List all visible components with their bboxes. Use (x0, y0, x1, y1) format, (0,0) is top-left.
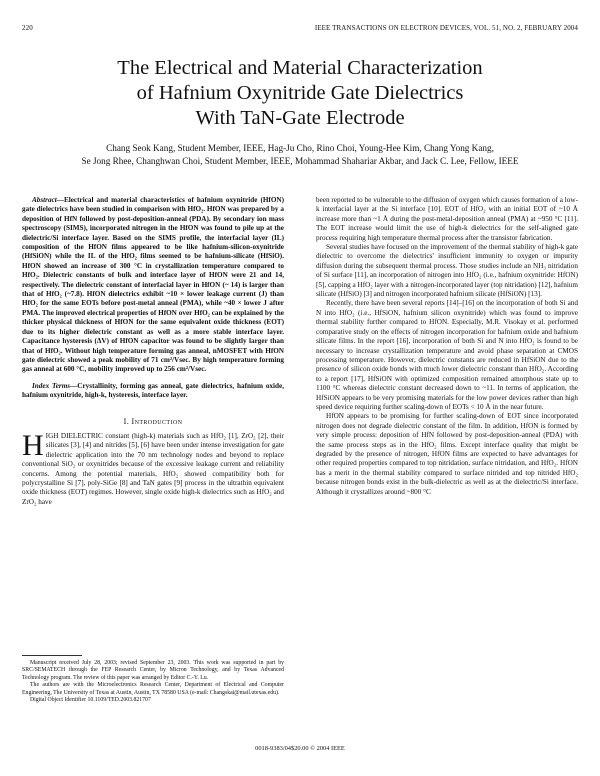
index-terms (22, 382, 284, 401)
authors-line-2: Se Jong Rhee, Changhwan Choi, Student Member, IEEE, Mohammad Shahariar Akbar, and Jack C. Lee, Fellow, IEEE (81, 155, 519, 166)
footnotes (22, 660, 284, 704)
left-column (22, 196, 284, 507)
authors-line-1: Chang Seok Kang, Student Member, IEEE, Hag-Ju Cho, Rino Choi, Young-Hee Kim, Chang Yong Kang, (106, 143, 494, 153)
body-paragraph-4: HfON appears to be promising for further scaling-down of EOT since incorporated nitrogen does not degrade dielectric constant of the film. In addition, HfON is formed by very simple process: deposition of HfN followed by post-deposition-anneal (PDA) with the same process steps as in the HfO₂ films. Except interface quality that might be degraded by the presence of nitrogen, HfON films are expected to have advantages for other required properties compared to top nitridation, surface nitridation, and HfO₂. HfON has a merit in the thermal stability compared to surface nitrided and top nitrided HfO₂ because nitrogen bonds exist in the bulk-dielectric as well as at the dielectric/Si interface. Although it crystallizes around ~800 °C (316, 412, 578, 496)
title-line-2: of Hafnium Oxynitride Gate Dielectrics (136, 82, 464, 104)
intro-paragraph (22, 428, 284, 507)
index-terms-text: Crystallinity, forming gas anneal, gate dielectrics, hafnium oxide, hafnium oxynitride, high-k, hysteresis, interface layer. (22, 381, 284, 400)
body-paragraph-2: Several studies have focused on the improvement of the thermal stability of high-k gate dielectric to overcome the dielectrics' insufficient immunity to oxygen or impurity diffusion during the subsequent thermal process. Those studies include an NH₃ nitridation of Si surface [11], an incorporation of nitrogen into HfO₂ (i.e., hafnium oxynitride: HfON) [5], capping a HfO₂ layer with a nitrogen-incorporated layer (top nitridation) [12], hafnium silicate (HfSiO) [3] and nitrogen incorporated hafnium silicate (HfSiON) [13]. (316, 243, 578, 299)
footnote-affiliation: The authors are with the Microelectronics Research Center, Department of Electrical and Computer Engineering, The University of Texas at Austin, Austin, TX 78580 USA (e-mail: Changskai@mail.utexas.edu). (22, 682, 284, 696)
section-heading-introduction: I. Introduction (123, 416, 183, 426)
journal-header: IEEE TRANSACTIONS ON ELECTRON DEVICES, VOL. 51, NO. 2, FEBRUARY 2004 (314, 24, 578, 32)
right-column (316, 196, 578, 497)
author-list (40, 142, 560, 167)
title-line-3: With TaN-Gate Electrode (195, 107, 405, 129)
title-line-1: The Electrical and Material Characterization (117, 57, 483, 79)
body-paragraph-1: been reported to be vulnerable to the diffusion of oxygen which causes formation of a low-k interfacial layer at the Si interface [10]. EOT of HfO₂ with an initial EOT of ~10 Å increase more than ~1 Å during the post-metal-deposition anneal (PMA) at ~950 °C [11]. The EOT increase would limit the use of high-k dielectrics for the self-aligned gate process requiring high temperature thermal process after the transistor fabrication. (316, 196, 578, 242)
running-header (22, 24, 578, 36)
paper-title (40, 56, 560, 131)
page-number: 220 (22, 24, 33, 32)
footnote-rule (22, 655, 82, 656)
footnote-manuscript: Manuscript received July 28, 2003; revised September 23, 2003. This work was supported in part by SRC/SEMATECH through the FEP Research Center, by Micron Technology, and by Texas Advanced Technology program. The review of this paper was arranged by Editor C.-Y. Lu. (22, 660, 284, 681)
intro-lead: IGH DIELECTRIC (45, 431, 103, 440)
index-terms-label: Index Terms— (32, 381, 78, 390)
abstract-text: Electrical and material characteristics of hafnium oxynitride (HfON) gate dielectrics have been studied in comparison with HfO₂. HfON was prepared by a deposition of HfN followed by post-deposition-anneal (PDA). By secondary ion mass spectroscopy (SIMS), incorporated nitrogen in the HfON was found to pile up at the dielectric/Si interface layer. Based on the SIMS profile, the interfacial layer (IL) composition of the HfON films appeared to be like hafnium-silicon-oxynitride (HfSiON) while the IL of the HfO₂ films seemed to be hafnium-silicate (HfSiO). HfON showed an increase of 300 °C in crystallization temperature compared to HfO₂. Dielectric constants of bulk and interface layer of HfON were 21 and 14, respectively. The dielectric constant of interfacial layer in HfON (~ 14) is larger than that of HfO₂ (~7.8). HfON dielectrics exhibit ~10 × lower leakage current (J) than HfO₂ for the same EOTs before post-metal anneal (PMA), while ~40 × lower J after PMA. The improved electrical properties of HfON over HfO₂ can be explained by the thicker physical thickness of HfON for the same equivalent oxide thickness (EOT) due to its higher dielectric constant as well as a more stable interface layer. Capacitance hysteresis (ΔV) of HfON capacitor was found to be slightly larger than that of HfO₂. Without high temperature forming gas anneal, nMOSFET with HfON gate dielectric showed a peak mobility of 71 cm²/Vsec. By high temperature forming gas anneal at 600 °C, mobility improved up to 256 cm²/Vsec. (22, 196, 284, 374)
drop-cap: H (22, 428, 44, 462)
intro-text: constant (high-k) materials such as HfO₂ [1], ZrO₂ [2], their silicates [3], [4] and nitrides [5], [6] have been under intense investigation for gate dielectric application into the 70 nm technology nodes and beyond to replace conventional SiO₂ or oxynitrides because of the excessive leakage current and reliability concerns. Among the potential materials, HfO₂ showed compatibility both for polycrystalline Si [7], poly-SiGe [8] and TaN gates [9] process in the ultrathin equivalent oxide thickness (EOT) regimes. However, single oxide high-k dielectrics such as HfO₂ and ZrO₂ have (22, 431, 284, 506)
abstract-label: Abstract— (32, 196, 64, 204)
footnote-doi: Digital Object Identifier 10.1109/TED.2003.821707 (30, 697, 151, 704)
abstract (22, 196, 284, 375)
copyright-footer: 0018-9383/04$20.00 © 2004 IEEE (255, 745, 345, 752)
body-paragraph-3: Recently, there have been several reports [14]–[16] on the incorporation of both Si and N into HfO₂ (i.e., HfSiON, hafnium silicon oxynitride) which was found to improve thermal stability further compared to HfON. Especially, M.R. Visokay et al. performed comparative study on the effects of nitrogen incorporation for hafnium oxide and hafnium silicate films. In the report [16], incorporation of both Si and N into HfO₂ is found to be necessary to increase crystallization temperature and avoid phase separation at CMOS processing temperature. However, dielectric constants are reduced in HfSiON due to the presence of silicon oxide bonds with much lower dielectric constant than HfO₂. According to a report [17], HfSiON with optimized composition remained amorphous state up to 1100 °C whereas dielectric constant decreased down to ~11. In terms of application, the HfSiON appears to be very promising materials for the low power devices rather than high speed device requiring further scaling-down of EOTs < 10 Å in the near future. (316, 299, 578, 411)
